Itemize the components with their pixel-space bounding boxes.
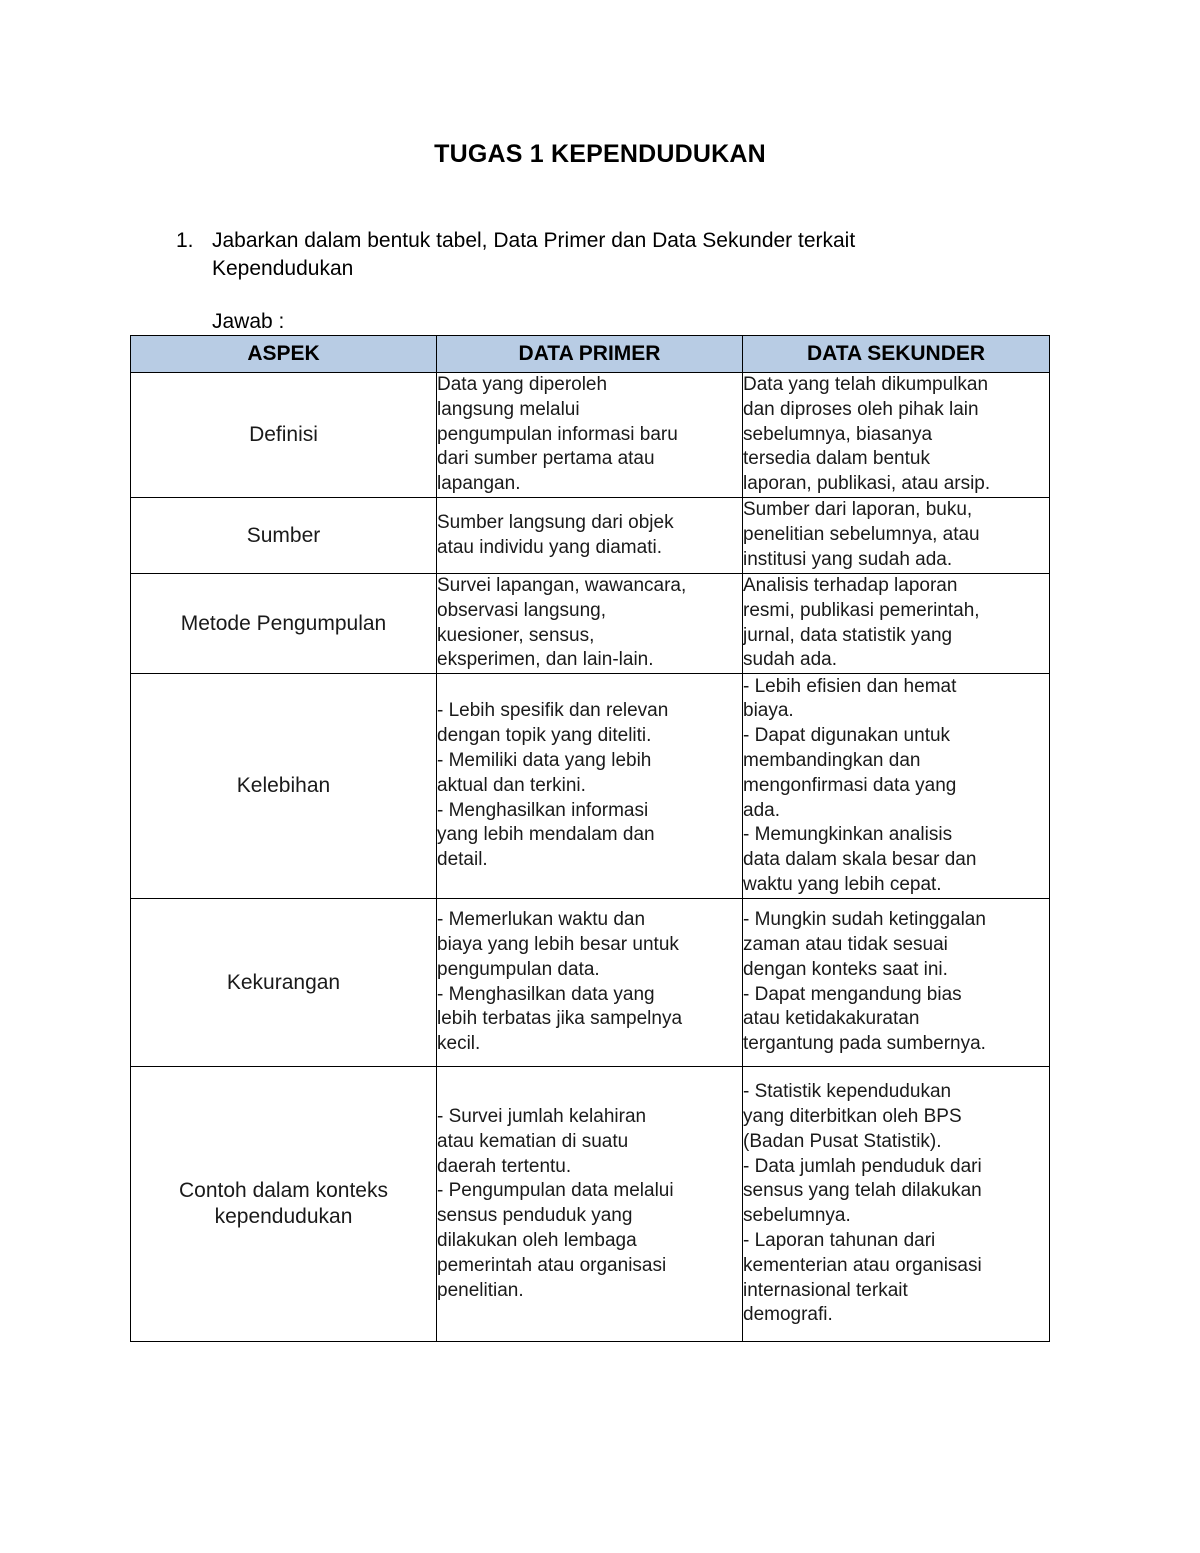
- primer-cell: - Lebih spesifik dan relevan dengan topik yang diteliti. - Memiliki data yang lebih aktual dan terkini. - Menghasilkan informasi yang lebih mendalam dan detail.: [437, 674, 743, 899]
- primer-cell: Sumber langsung dari objek atau individu yang diamati.: [437, 498, 743, 574]
- primer-cell: Survei lapangan, wawancara, observasi langsung, kuesioner, sensus, eksperimen, dan lain-lain.: [437, 574, 743, 674]
- answer-label: Jawab :: [212, 310, 285, 333]
- table-header-row: [131, 336, 1050, 373]
- question-number: 1.: [176, 229, 194, 252]
- comparison-table: [130, 335, 1050, 1342]
- aspect-cell: Definisi: [131, 373, 437, 498]
- table-row: [131, 899, 1050, 1067]
- aspect-cell: Sumber: [131, 498, 437, 574]
- sekunder-cell: Analisis terhadap laporan resmi, publikasi pemerintah, jurnal, data statistik yang sudah ada.: [743, 574, 1050, 674]
- sekunder-cell: Sumber dari laporan, buku, penelitian sebelumnya, atau institusi yang sudah ada.: [743, 498, 1050, 574]
- table-row: [131, 1067, 1050, 1342]
- aspect-cell: Metode Pengumpulan: [131, 574, 437, 674]
- sekunder-cell: - Statistik kependudukan yang diterbitkan oleh BPS (Badan Pusat Statistik). - Data jumlah penduduk dari sensus yang telah dilakukan sebelumnya. - Laporan tahunan dari kementerian atau organisasi internasional terkait demografi.: [743, 1067, 1050, 1342]
- primer-cell: Data yang diperoleh langsung melalui pengumpulan informasi baru dari sumber pertama atau lapangan.: [437, 373, 743, 498]
- header-aspek: ASPEK: [131, 336, 437, 373]
- table-row: [131, 674, 1050, 899]
- sekunder-cell: - Lebih efisien dan hemat biaya. - Dapat digunakan untuk membandingkan dan mengonfirmasi data yang ada. - Memungkinkan analisis data dalam skala besar dan waktu yang lebih cepat.: [743, 674, 1050, 899]
- header-data-sekunder: DATA SEKUNDER: [743, 336, 1050, 373]
- aspect-cell: Kelebihan: [131, 674, 437, 899]
- question-text: Jabarkan dalam bentuk tabel, Data Primer dan Data Sekunder terkait Kependudukan: [212, 229, 856, 280]
- table-row: [131, 498, 1050, 574]
- primer-cell: - Memerlukan waktu dan biaya yang lebih besar untuk pengumpulan data. - Menghasilkan data yang lebih terbatas jika sampelnya kecil.: [437, 899, 743, 1067]
- primer-cell: - Survei jumlah kelahiran atau kematian di suatu daerah tertentu. - Pengumpulan data melalui sensus penduduk yang dilakukan oleh lembaga pemerintah atau organisasi penelitian.: [437, 1067, 743, 1342]
- table-row: [131, 373, 1050, 498]
- page-title: TUGAS 1 KEPENDUDUKAN: [434, 140, 766, 168]
- sekunder-cell: - Mungkin sudah ketinggalan zaman atau tidak sesuai dengan konteks saat ini. - Dapat mengandung bias atau ketidakakuratan tergantung pada sumbernya.: [743, 899, 1050, 1067]
- sekunder-cell: Data yang telah dikumpulkan dan diproses oleh pihak lain sebelumnya, biasanya tersedia dalam bentuk laporan, publikasi, atau arsip.: [743, 373, 1050, 498]
- aspect-cell: Kekurangan: [131, 899, 437, 1067]
- table-row: [131, 574, 1050, 674]
- aspect-cell: Contoh dalam konteks kependudukan: [131, 1067, 437, 1342]
- header-data-primer: DATA PRIMER: [437, 336, 743, 373]
